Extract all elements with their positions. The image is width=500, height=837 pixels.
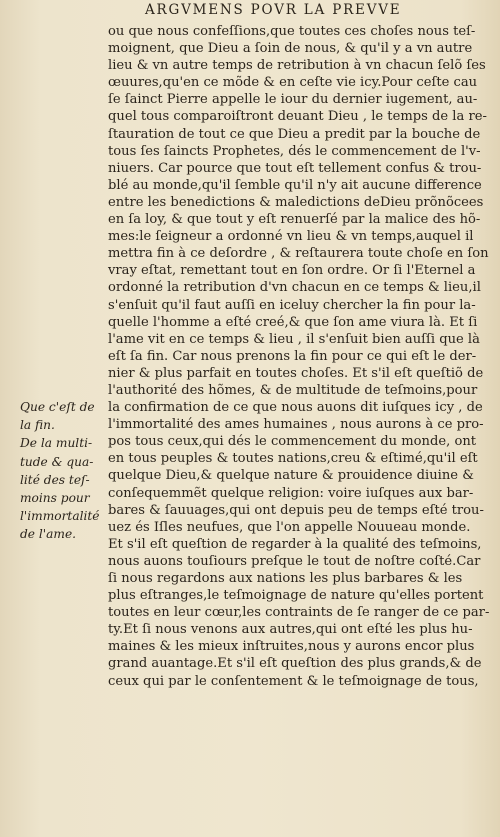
margin-note-line: lité des teſ-	[20, 472, 90, 487]
body-line: en tous peuples & toutes nations,creu & eſtimé,qu'il eſt	[108, 451, 478, 467]
margin-note-line: moins pour	[20, 490, 90, 505]
body-line: la confirmation de ce que nous auons dit iuſques icy , de	[108, 400, 483, 416]
body-line: pos tous ceux,qui dés le commencement du monde, ont	[108, 434, 477, 450]
body-line: mes:le ſeigneur a ordonné vn lieu & vn temps,auquel il	[108, 229, 474, 245]
body-line: vray eſtat, remettant tout en ſon ordre. Or ſi l'Eternel a	[108, 263, 476, 279]
body-line: maines & les mieux inſtruites,nous y aurons encor plus	[108, 639, 475, 655]
body-line: entre les benedictions & maledictions deDieu prõnõcees	[108, 194, 484, 210]
body-line: blé au monde,qu'il ſemble qu'il n'y ait aucune difference	[108, 177, 482, 193]
body-line: Et s'il eſt queſtion de regarder à la qualité des teſmoins,	[108, 536, 482, 552]
body-line: ty.Et ſi nous venons aux autres,qui ont eſté les plus hu-	[108, 622, 473, 638]
margin-note-line: tude & qua-	[20, 454, 94, 469]
body-line: ſi nous regardons aux nations les plus barbares & les	[108, 571, 463, 586]
body-line: nous auons touſiours preſque le tout de noſtre coſté.Car	[108, 553, 481, 569]
body-line: nier & plus parfait en toutes choſes. Et s'il eſt queſtiõ de	[108, 365, 484, 381]
body-line: quelle l'homme a eſté creé,& que ſon ame viura là. Et ſi	[108, 314, 478, 330]
body-line: eſt ſa fin. Car nous prenons la fin pour ce qui eſt le der-	[108, 348, 477, 364]
body-line: quel tous comparoiſtront deuant Dieu , le temps de la re-	[108, 109, 487, 125]
body-line: quelque Dieu,& quelque nature & prouidence diuine &	[108, 468, 474, 484]
body-line: tous ſes ſaincts Prophetes, dés le commencement de l'v-	[108, 143, 481, 159]
body-text	[108, 23, 488, 690]
body-line: grand auantage.Et s'il eſt queſtion des plus grands,& de	[108, 656, 482, 672]
body-line: ou que nous confeſſions,que toutes ces choſes nous teſ-	[108, 24, 476, 39]
body-line: plus eſtranges,le teſmoignage de nature qu'elles portent	[108, 588, 484, 604]
body-line: lieu & vn autre temps de retribution à vn chacun ſelõ ſes	[108, 58, 486, 74]
body-line: mettra fin à ce deſordre , & reſtaurera toute choſe en ſon	[108, 246, 489, 262]
body-line: conſequemmẽt quelque religion: voire iuſques aux bar-	[108, 485, 474, 501]
body-line: bares & ſauuages,qui ont depuis peu de temps eſté trou-	[108, 502, 484, 518]
body-line: uez és Iſles neufues, que l'on appelle Nouueau monde.	[108, 519, 471, 535]
body-line: l'authorité des hõmes, & de multitude de teſmoins,pour	[108, 382, 478, 398]
running-head: ARGVMENS POVR LA PREVVE	[145, 2, 402, 18]
margin-note-line: Que c'eſt de	[20, 400, 95, 414]
body-line: ordonné la retribution d'vn chacun en ce temps & lieu,il	[108, 280, 481, 296]
body-line: l'ame vit en ce temps & lieu , il s'enſuit bien auſſi que là	[108, 331, 480, 347]
body-line: en ſa loy, & que tout y eſt renuerſé par la malice des hõ-	[108, 212, 481, 228]
body-line: l'immortalité des ames humaines , nous aurons à ce pro-	[108, 417, 484, 433]
body-line: niuers. Car pource que tout eſt tellement confus & trou-	[108, 160, 482, 176]
body-line: ceux qui par le conſentement & le teſmoignage de tous,	[108, 673, 479, 689]
margin-note-line: l'immortalité	[20, 509, 100, 524]
body-line: toutes en leur cœur,les contraints de ſe ranger de ce par-	[108, 605, 490, 621]
margin-note	[20, 398, 110, 544]
body-line: s'enſuit qu'il faut auſſi en iceluy chercher la fin pour la-	[108, 297, 476, 313]
body-line: ſtauration de tout ce que Dieu a predit par la bouche de	[108, 126, 481, 142]
body-line: ſe ſainct Pierre appelle le iour du dernier iugement, au-	[108, 92, 478, 108]
margin-note-line: la fin.	[20, 418, 55, 433]
body-line: œuures,qu'en ce mõde & en ceſte vie icy.Pour ceſte cau	[108, 75, 478, 91]
margin-note-line: de l'ame.	[20, 527, 77, 542]
margin-note-line: De la multi-	[20, 436, 93, 451]
body-line: moignent, que Dieu a ſoin de nous, & qu'il y a vn autre	[108, 41, 473, 57]
